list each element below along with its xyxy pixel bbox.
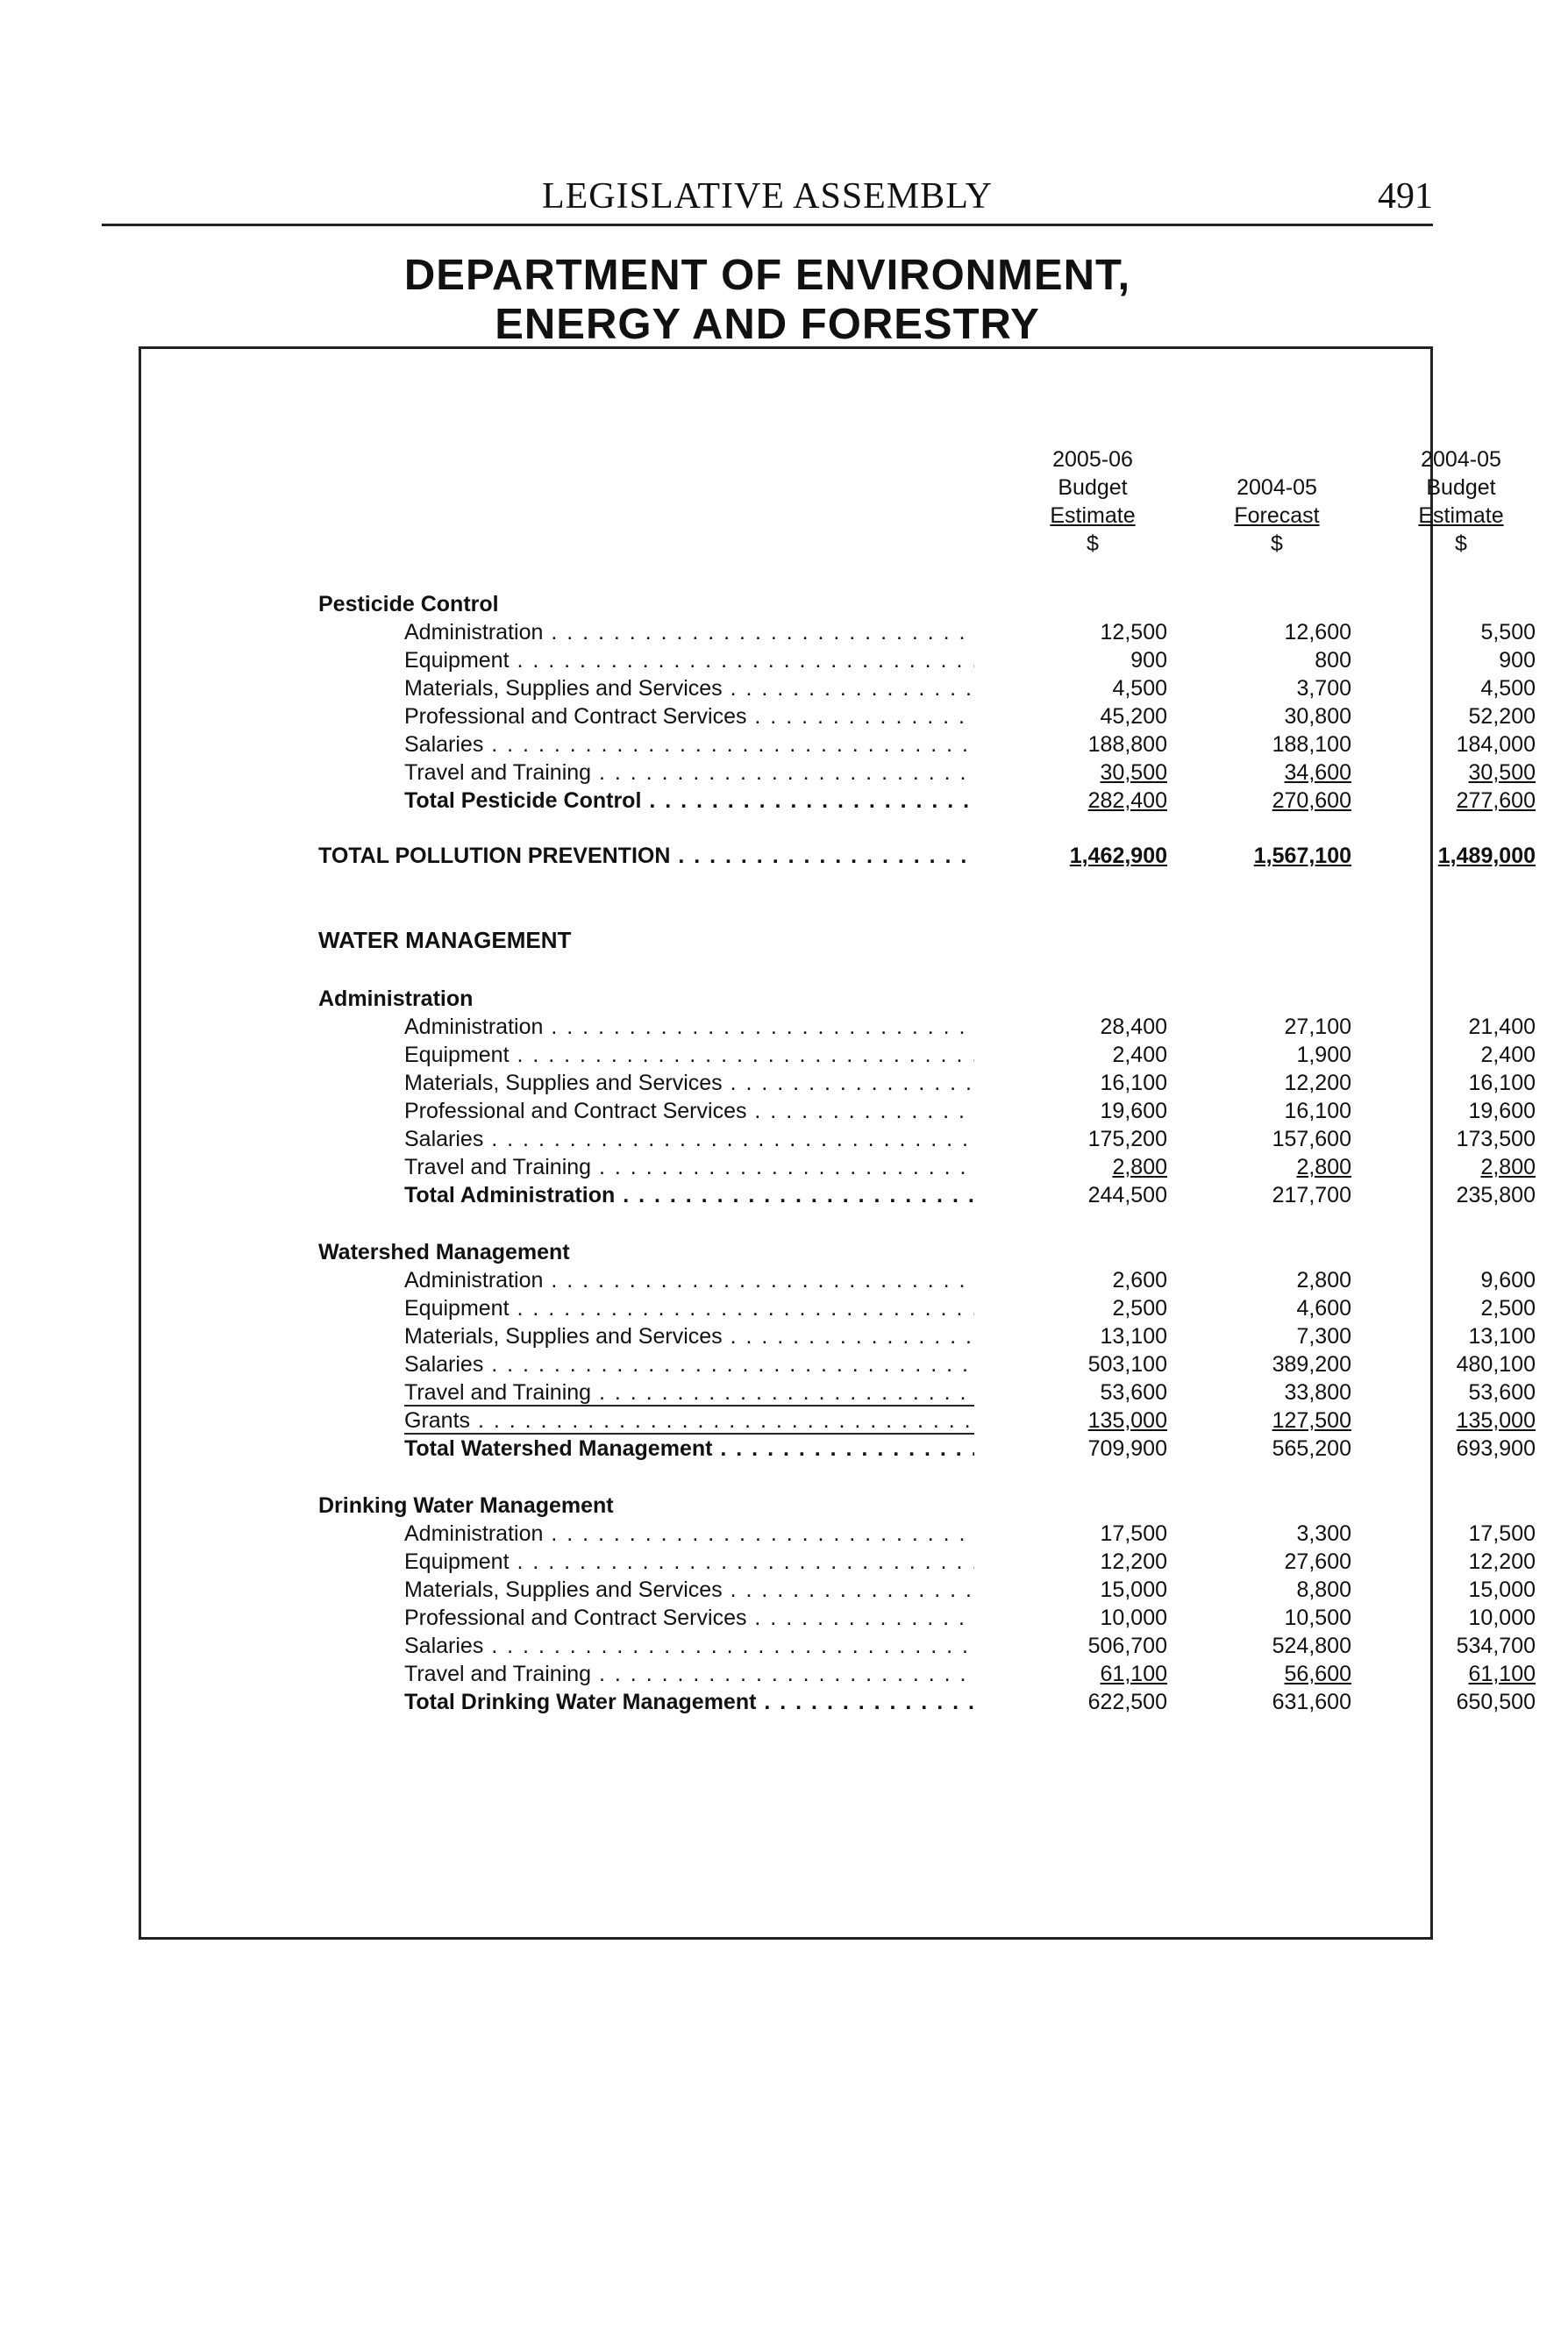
header-rule [102,224,1433,226]
row-label: Materials, Supplies and Services . . . [404,674,974,702]
table-row [141,1069,1536,1097]
value-2005-06-estimate: 16,100 [1100,1071,1167,1095]
table-row [141,1548,1536,1576]
table-row [141,758,1536,787]
value-2005-06-estimate: 135,000 [1087,1408,1167,1433]
value-2005-06-estimate: 2,600 [1112,1268,1167,1293]
row-label: Administration . . . [404,1013,974,1041]
value-2005-06-estimate: 900 [1130,648,1167,673]
column-type: Budget [1058,475,1128,500]
value-2005-06-estimate: 4,500 [1112,676,1167,701]
row-label: Travel and Training . . . [404,1660,974,1688]
value-2004-05-estimate: 1,489,000 [1437,844,1536,868]
table-row-grand-total [141,842,1536,870]
table-row [141,1407,1536,1435]
column-type: Budget [1426,475,1496,500]
value-2004-05-estimate: 61,100 [1468,1662,1536,1686]
value-2004-05-estimate: 52,200 [1468,704,1536,729]
table-row [141,1604,1536,1632]
value-2005-06-estimate: 28,400 [1100,1015,1167,1039]
table-row-total [141,1435,1536,1463]
value-2004-05-forecast: 389,200 [1272,1352,1351,1377]
row-label: Equipment . . . [404,1041,974,1069]
section-title-drinking-water-management: Drinking Water Management [318,1493,614,1518]
value-2004-05-estimate: 2,400 [1480,1043,1536,1067]
table-row [141,702,1536,730]
value-2005-06-estimate: 188,800 [1087,732,1167,757]
table-row [141,1266,1536,1294]
table-row [141,646,1536,674]
page-number: 491 [1378,176,1433,217]
value-2005-06-estimate: 506,700 [1087,1634,1167,1658]
value-2004-05-forecast: 1,567,100 [1253,844,1351,868]
value-2004-05-estimate: 21,400 [1468,1015,1536,1039]
row-label: Professional and Contract Services . . . [404,702,974,730]
value-2004-05-forecast: 270,600 [1272,788,1351,813]
value-2005-06-estimate: 30,500 [1100,760,1167,785]
value-2004-05-forecast: 27,600 [1284,1549,1351,1574]
row-label: Equipment . . . [404,646,974,674]
row-label: Administration . . . [404,1520,974,1548]
row-label: Materials, Supplies and Services . . . [404,1576,974,1604]
department-title-line1: DEPARTMENT OF ENVIRONMENT, [403,252,1131,299]
value-2005-06-estimate: 709,900 [1087,1436,1167,1461]
value-2005-06-estimate: 12,500 [1100,620,1167,645]
value-2004-05-forecast: 2,800 [1296,1155,1351,1179]
value-2004-05-estimate: 277,600 [1456,788,1536,813]
value-2005-06-estimate: 2,800 [1112,1155,1167,1179]
table-row [141,1322,1536,1350]
row-label: Professional and Contract Services . . . [404,1097,974,1125]
value-2005-06-estimate: 282,400 [1087,788,1167,813]
column-type: 2004-05 [1237,475,1317,500]
column-kind: Estimate [1418,503,1504,528]
row-label: Grants . . . [404,1407,974,1435]
value-2005-06-estimate: 2,400 [1112,1043,1167,1067]
value-2004-05-estimate: 30,500 [1468,760,1536,785]
value-2004-05-estimate: 13,100 [1468,1324,1536,1349]
row-label: Travel and Training . . . [404,1378,974,1407]
value-2004-05-estimate: 53,600 [1468,1380,1536,1405]
value-2004-05-forecast: 12,200 [1284,1071,1351,1095]
value-2005-06-estimate: 19,600 [1100,1099,1167,1123]
value-2004-05-estimate: 650,500 [1456,1690,1536,1714]
value-2004-05-forecast: 4,600 [1296,1296,1351,1321]
row-label: Administration . . . [404,1266,974,1294]
column-unit: $ [1087,531,1099,556]
column-year [1189,445,1365,474]
table-row-total [141,787,1536,815]
value-2004-05-forecast: 565,200 [1272,1436,1351,1461]
value-2005-06-estimate: 1,462,900 [1069,844,1167,868]
row-label: Equipment . . . [404,1548,974,1576]
value-2005-06-estimate: 622,500 [1087,1690,1167,1714]
column-year: 2004-05 [1421,447,1501,472]
value-2004-05-estimate: 235,800 [1456,1183,1536,1207]
table-row [141,1378,1536,1407]
value-2004-05-estimate: 19,600 [1468,1099,1536,1123]
value-2004-05-forecast: 16,100 [1284,1099,1351,1123]
table-row [141,1125,1536,1153]
value-2004-05-estimate: 135,000 [1456,1408,1536,1433]
table-row-total [141,1688,1536,1716]
value-2004-05-forecast: 34,600 [1284,760,1351,785]
value-2004-05-estimate: 5,500 [1480,620,1536,645]
row-label: Salaries . . . [404,1125,974,1153]
table-row [141,730,1536,758]
value-2004-05-forecast: 56,600 [1284,1662,1351,1686]
value-2004-05-estimate: 184,000 [1456,732,1536,757]
column-kind: Forecast [1234,503,1320,528]
value-2005-06-estimate: 53,600 [1100,1380,1167,1405]
value-2004-05-forecast: 217,700 [1272,1183,1351,1207]
column-header-2004-05-forecast [1189,445,1365,558]
page-header [102,174,1433,226]
value-2005-06-estimate: 13,100 [1100,1324,1167,1349]
value-2004-05-forecast: 3,300 [1296,1521,1351,1546]
value-2004-05-forecast: 1,900 [1296,1043,1351,1067]
row-label: Materials, Supplies and Services . . . [404,1069,974,1097]
value-2005-06-estimate: 45,200 [1100,704,1167,729]
value-2004-05-forecast: 7,300 [1296,1324,1351,1349]
value-2005-06-estimate: 2,500 [1112,1296,1167,1321]
column-kind: Estimate [1050,503,1136,528]
value-2004-05-forecast: 524,800 [1272,1634,1351,1658]
table-row [141,1660,1536,1688]
value-2004-05-forecast: 157,600 [1272,1127,1351,1151]
table-row [141,618,1536,646]
value-2004-05-forecast: 27,100 [1284,1015,1351,1039]
value-2005-06-estimate: 12,200 [1100,1549,1167,1574]
value-2004-05-forecast: 10,500 [1284,1606,1351,1630]
value-2004-05-forecast: 127,500 [1272,1408,1351,1433]
row-label: Equipment . . . [404,1294,974,1322]
value-2004-05-estimate: 15,000 [1468,1578,1536,1602]
value-2004-05-estimate: 173,500 [1456,1127,1536,1151]
value-2004-05-estimate: 534,700 [1456,1634,1536,1658]
table-row [141,1041,1536,1069]
row-label: TOTAL POLLUTION PREVENTION . . . [318,842,974,870]
row-label: Total Administration . . . [404,1181,974,1209]
table-row-total [141,1181,1536,1209]
section-title-administration: Administration [318,986,474,1011]
row-label: Total Watershed Management . . . [404,1435,974,1463]
value-2004-05-forecast: 2,800 [1296,1268,1351,1293]
column-year: 2005-06 [1052,447,1133,472]
value-2004-05-estimate: 12,200 [1468,1549,1536,1574]
table-row [141,1350,1536,1378]
column-header-2004-05-budget-estimate [1373,445,1549,558]
table-row [141,1576,1536,1604]
value-2005-06-estimate: 17,500 [1100,1521,1167,1546]
row-label: Professional and Contract Services . . . [404,1604,974,1632]
table-row [141,1013,1536,1041]
running-title: LEGISLATIVE ASSEMBLY [542,176,993,217]
value-2004-05-forecast: 33,800 [1284,1380,1351,1405]
table-row [141,1632,1536,1660]
row-label: Salaries . . . [404,1632,974,1660]
value-2004-05-estimate: 9,600 [1480,1268,1536,1293]
value-2004-05-estimate: 2,800 [1480,1155,1536,1179]
value-2004-05-estimate: 17,500 [1468,1521,1536,1546]
table-row [141,1097,1536,1125]
value-2004-05-estimate: 480,100 [1456,1352,1536,1377]
row-label: Travel and Training . . . [404,1153,974,1181]
value-2004-05-forecast: 3,700 [1296,676,1351,701]
table-row [141,674,1536,702]
value-2005-06-estimate: 10,000 [1100,1606,1167,1630]
section-title-pesticide-control: Pesticide Control [318,592,499,616]
department-title-line2: ENERGY AND FORESTRY [495,301,1040,348]
row-label: Materials, Supplies and Services . . . [404,1322,974,1350]
value-2005-06-estimate: 244,500 [1087,1183,1167,1207]
value-2004-05-estimate: 4,500 [1480,676,1536,701]
value-2005-06-estimate: 503,100 [1087,1352,1167,1377]
budget-table-frame [139,346,1536,1940]
table-row [141,1520,1536,1548]
value-2005-06-estimate: 175,200 [1087,1127,1167,1151]
row-label: Total Pesticide Control . . . [404,787,974,815]
table-row [141,1294,1536,1322]
value-2004-05-forecast: 12,600 [1284,620,1351,645]
value-2004-05-estimate: 2,500 [1480,1296,1536,1321]
row-label: Travel and Training . . . [404,758,974,787]
column-unit: $ [1271,531,1283,556]
row-label: Salaries . . . [404,1350,974,1378]
value-2004-05-forecast: 631,600 [1272,1690,1351,1714]
value-2004-05-forecast: 8,800 [1296,1578,1351,1602]
value-2004-05-estimate: 10,000 [1468,1606,1536,1630]
section-title-water-management: WATER MANAGEMENT [318,927,572,953]
row-label: Total Drinking Water Management . . . [404,1688,974,1716]
value-2005-06-estimate: 61,100 [1100,1662,1167,1686]
row-label: Administration . . . [404,618,974,646]
value-2004-05-estimate: 900 [1499,648,1536,673]
value-2005-06-estimate: 15,000 [1100,1578,1167,1602]
value-2004-05-estimate: 16,100 [1468,1071,1536,1095]
value-2004-05-forecast: 800 [1315,648,1351,673]
column-unit: $ [1455,531,1467,556]
row-label: Salaries . . . [404,730,974,758]
value-2004-05-forecast: 188,100 [1272,732,1351,757]
table-row [141,1153,1536,1181]
value-2004-05-forecast: 30,800 [1284,704,1351,729]
value-2004-05-estimate: 693,900 [1456,1436,1536,1461]
column-header-2005-06-budget-estimate [1005,445,1180,558]
section-title-watershed-management: Watershed Management [318,1240,570,1264]
